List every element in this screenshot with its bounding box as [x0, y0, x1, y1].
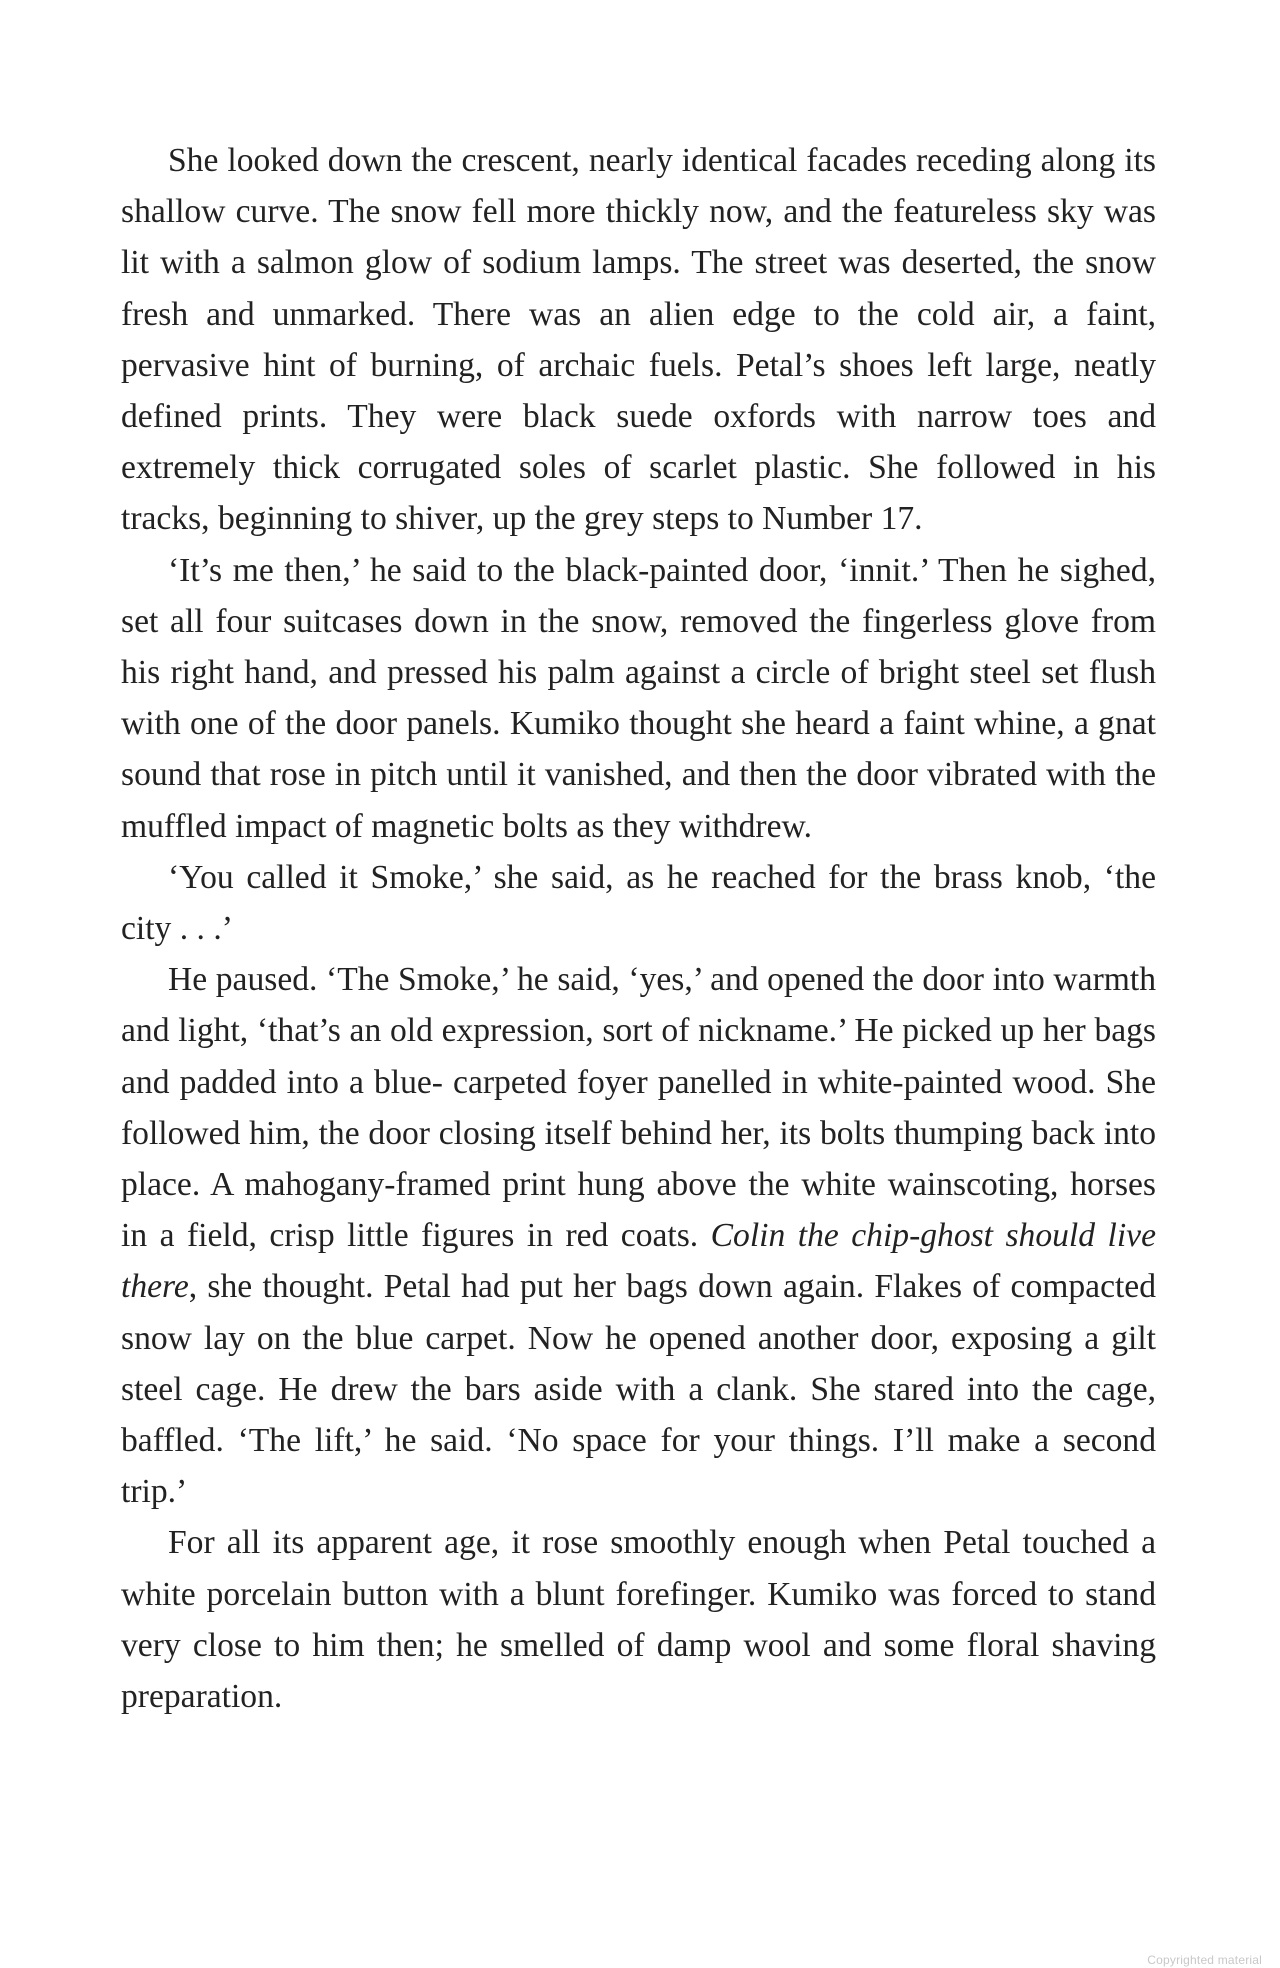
italic-phrase: Colin the chip-ghost should live there: [121, 1217, 1156, 1306]
paragraph-5: For all its apparent age, it rose smoothly enough when Petal touched a white porcelain button with a blunt forefinger. Kumiko was forced to stand very close to him then; he smelled of damp wool and some floral shaving preparation.: [121, 1524, 1156, 1716]
body-text: [121, 135, 1156, 1722]
paragraph-4: [121, 954, 1156, 1517]
copyright-notice: Copyrighted material: [1147, 1953, 1262, 1967]
paragraph-4-text-before: He paused. ‘The Smoke,’ he said, ‘yes,’ and opened the door into warmth and light, ‘that’s an old expression, sort of nickname.’ He picked up her bags and padded into a blue- carpeted foyer panelled in white-painted wood. She followed him, the door closing itself behind her, its bolts thumping back into place. A mahogany-framed print hung above the white wainscoting, horses in a field, crisp little figures in red coats.: [121, 961, 1156, 1255]
paragraph-4-text-after: , she thought. Petal had put her bags down again. Flakes of compacted snow lay on the blue carpet. Now he opened another door, exposing a gilt steel cage. He drew the bars aside with a clank. She stared into the cage, baffled. ‘The lift,’ he said. ‘No space for your things. I’ll make a second trip.’: [121, 1268, 1156, 1511]
paragraph-1: She looked down the crescent, nearly identical facades receding along its shallow curve. The snow fell more thickly now, and the featureless sky was lit with a salmon glow of sodium lamps. The street was deserted, the snow fresh and unmarked. There was an alien edge to the cold air, a faint, pervasive hint of burning, of archaic fuels. Petal’s shoes left large, neatly defined prints. They were black suede oxfords with narrow toes and extremely thick corrugated soles of scarlet plastic. She followed in his tracks, beginning to shiver, up the grey steps to Number 17.: [121, 142, 1156, 538]
paragraph-2: ‘It’s me then,’ he said to the black-painted door, ‘innit.’ Then he sighed, set all four suitcases down in the snow, removed the fingerless glove from his right hand, and pressed his palm against a circle of bright steel set flush with one of the door panels. Kumiko thought she heard a faint whine, a gnat sound that rose in pitch until it vanished, and then the door vibrated with the muffled impact of magnetic bolts as they withdrew.: [121, 551, 1156, 845]
paragraph-3: ‘You called it Smoke,’ she said, as he reached for the brass knob, ‘the city . . .’: [121, 858, 1156, 948]
